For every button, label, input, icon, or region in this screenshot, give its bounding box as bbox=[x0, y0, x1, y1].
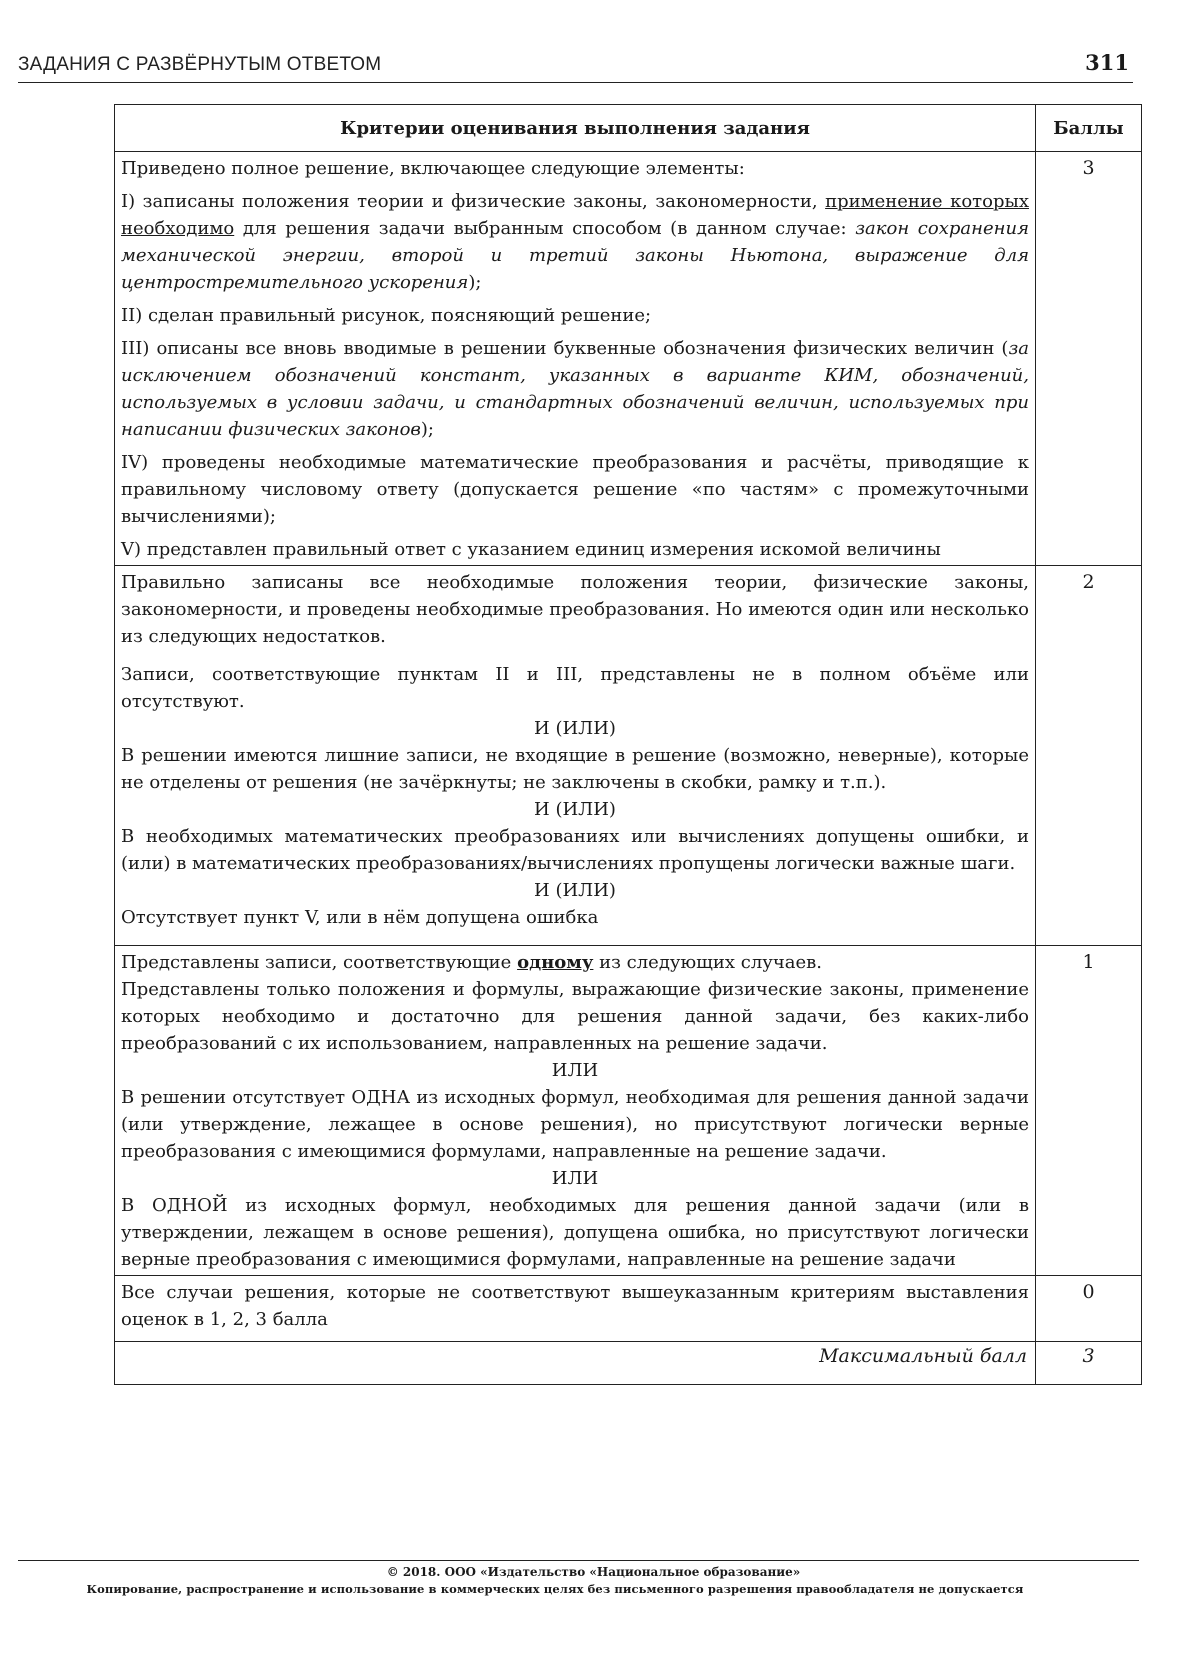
footer-divider bbox=[18, 1560, 1139, 1561]
score-cell-1: 1 bbox=[1036, 946, 1142, 1276]
criteria-cell-0 bbox=[115, 1276, 1036, 1342]
copy-notice: Копирование, распространение и использование в коммерческих целях без письменного разрешения правообладателя не допускается bbox=[86, 1582, 1024, 1596]
row3-item-ii: II) сделан правильный рисунок, поясняющий решение; bbox=[121, 305, 652, 326]
row2-para-1: Записи, соответствующие пунктам II и III, представлены не в полном объёме или отсутствуют. bbox=[121, 664, 1029, 712]
score-cell-2: 2 bbox=[1036, 566, 1142, 946]
criteria-cell-3 bbox=[115, 152, 1036, 566]
score-cell-3: 3 bbox=[1036, 152, 1142, 566]
criteria-row-0 bbox=[115, 1276, 1142, 1342]
row0-text: Все случаи решения, которые не соответствуют вышеуказанным критериям выставления оценок в 1, 2, 3 балла bbox=[121, 1282, 1029, 1330]
max-score-label: Максимальный балл bbox=[115, 1342, 1036, 1385]
row2-separator-1: И (ИЛИ) bbox=[534, 718, 616, 739]
row3-intro: Приведено полное решение, включающее следующие элементы: bbox=[121, 158, 745, 179]
copyright-line: © 2018. ООО «Издательство «Национальное образование» bbox=[386, 1565, 801, 1579]
row2-separator-3: И (ИЛИ) bbox=[534, 880, 616, 901]
row1-para-2: В решении отсутствует ОДНА из исходных формул, необходимая для решения данной задачи (или утверждение, лежащее в основе решения), но присутствуют логически верные преобразования с имеющимися формулами, направленные на решение задачи. bbox=[121, 1087, 1029, 1162]
row1-para-1: Представлены только положения и формулы, выражающие физические законы, применение которых необходимо и достаточно для решения данной задачи, без каких-либо преобразований с их использованием, направленных на решение задачи. bbox=[121, 979, 1029, 1054]
section-title: ЗАДАНИЯ С РАЗВЁРНУТЫМ ОТВЕТОМ bbox=[18, 54, 382, 75]
max-score-row bbox=[115, 1342, 1142, 1385]
row2-para-3: В необходимых математических преобразованиях или вычислениях допущены ошибки, и (или) в математических преобразованиях/вычислениях пропущены логически важные шаги. bbox=[121, 826, 1029, 874]
page-number: 311 bbox=[1085, 50, 1129, 75]
row2-intro: Правильно записаны все необходимые положения теории, физические законы, закономерности, и проведены необходимые преобразования. Но имеются один или несколько из следующих недостатков. bbox=[121, 572, 1029, 647]
criteria-row-3 bbox=[115, 152, 1142, 566]
score-cell-0: 0 bbox=[1036, 1276, 1142, 1342]
criteria-table bbox=[114, 104, 1142, 1385]
row1-intro: Представлены записи, соответствующие одному из следующих случаев. bbox=[121, 952, 823, 973]
row2-para-2: В решении имеются лишние записи, не входящие в решение (возможно, неверные), которые не отделены от решения (не зачёркнуты; не заключены в скобки, рамку и т.п.). bbox=[121, 745, 1029, 793]
table-header-row bbox=[115, 105, 1142, 152]
row1-separator-2: ИЛИ bbox=[551, 1168, 599, 1189]
column-header-score: Баллы bbox=[1036, 105, 1142, 152]
criteria-row-1 bbox=[115, 946, 1142, 1276]
max-score-value: 3 bbox=[1036, 1342, 1142, 1385]
running-head bbox=[18, 50, 1133, 83]
row3-item-iii: III) описаны все вновь вводимые в решении буквенные обозначения физических величин (за исключением обозначений констант, указанных в варианте КИМ, обозначений, используемых в условии задачи, и стандартных обозначений величин, используемых при написании физических законов); bbox=[121, 338, 1029, 440]
row1-separator-1: ИЛИ bbox=[551, 1060, 599, 1081]
criteria-cell-1 bbox=[115, 946, 1036, 1276]
row3-item-v: V) представлен правильный ответ с указанием единиц измерения искомой величины bbox=[121, 539, 941, 560]
row2-separator-2: И (ИЛИ) bbox=[534, 799, 616, 820]
row3-item-iv: IV) проведены необходимые математические преобразования и расчёты, приводящие к правильному числовому ответу (допускается решение «по частям» с промежуточными вычислениями); bbox=[121, 452, 1029, 527]
column-header-criteria: Критерии оценивания выполнения задания bbox=[115, 105, 1036, 152]
criteria-cell-2 bbox=[115, 566, 1036, 946]
row3-item-i: I) записаны положения теории и физические законы, закономерности, применение которых необходимо для решения задачи выбранным способом (в данном случае: закон сохранения механической энергии, второй и третий законы Ньютона, выражение для центростремительного ускорения); bbox=[121, 191, 1029, 293]
row1-para-3: В ОДНОЙ из исходных формул, необходимых для решения данной задачи (или в утверждении, лежащем в основе решения), допущена ошибка, но присутствуют логически верные преобразования с имеющимися формулами, направленные на решение задачи bbox=[121, 1195, 1029, 1270]
criteria-row-2 bbox=[115, 566, 1142, 946]
row2-para-4: Отсутствует пункт V, или в нём допущена ошибка bbox=[121, 907, 599, 928]
